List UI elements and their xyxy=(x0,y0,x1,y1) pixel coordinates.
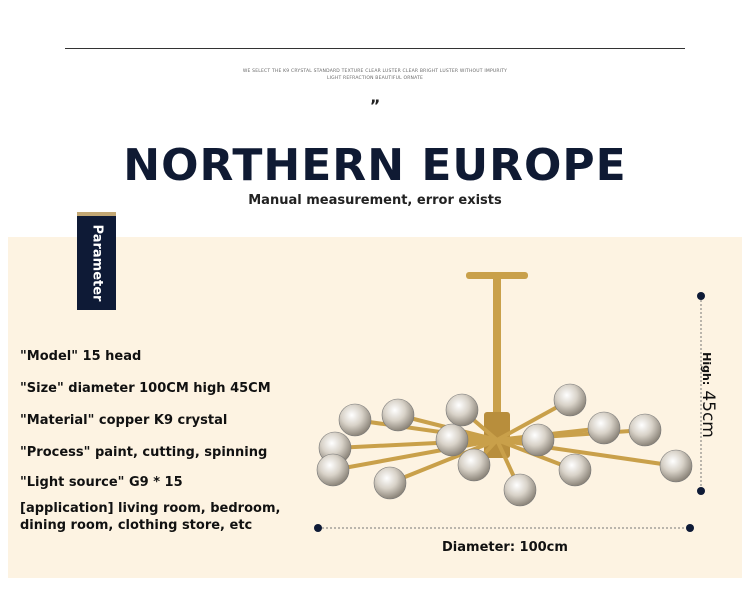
spec-application: [application] living room, bedroom, dining room, clothing store, etc xyxy=(20,501,281,533)
crystal-globe xyxy=(522,424,554,456)
crystal-globe xyxy=(446,394,478,426)
height-value: 45cm xyxy=(698,390,718,438)
spec-size: "Size" diameter 100CM high 45CM xyxy=(20,381,271,396)
crystal-globe xyxy=(382,399,414,431)
spec-material: "Material" copper K9 crystal xyxy=(20,413,228,428)
spec-light-source: "Light source" G9 * 15 xyxy=(20,475,183,490)
crystal-globe xyxy=(554,384,586,416)
crystal-globe xyxy=(660,450,692,482)
diameter-label: Diameter: 100cm xyxy=(442,540,568,555)
page-subtitle: Manual measurement, error exists xyxy=(248,193,502,208)
crystal-globe xyxy=(629,414,661,446)
crystal-globe xyxy=(436,424,468,456)
crystal-globe xyxy=(588,412,620,444)
page-title: NORTHERN EUROPE xyxy=(123,140,627,191)
crystal-globe xyxy=(458,449,490,481)
tagline-line-2: LIGHT REFRACTION BEAUTIFUL ORNATE xyxy=(326,76,424,81)
crystal-globe xyxy=(559,454,591,486)
tagline-line-1: WE SELECT THE K9 CRYSTAL STANDARD TEXTURE CLEAR LUSTER CLEAR BRIGHT LUSTER WITHOUT IMPURITY xyxy=(242,69,508,74)
crystal-globe xyxy=(504,474,536,506)
height-label: High: xyxy=(700,352,713,386)
chandelier xyxy=(317,272,692,506)
crystal-globe xyxy=(317,454,349,486)
spec-process: "Process" paint, cutting, spinning xyxy=(20,445,268,460)
spec-model: "Model" 15 head xyxy=(20,349,142,364)
quote-mark: ” xyxy=(369,96,381,115)
crystal-globe xyxy=(374,467,406,499)
height-dimension xyxy=(698,352,718,438)
crystal-globe xyxy=(339,404,371,436)
parameter-badge-label: Parameter xyxy=(89,224,104,302)
